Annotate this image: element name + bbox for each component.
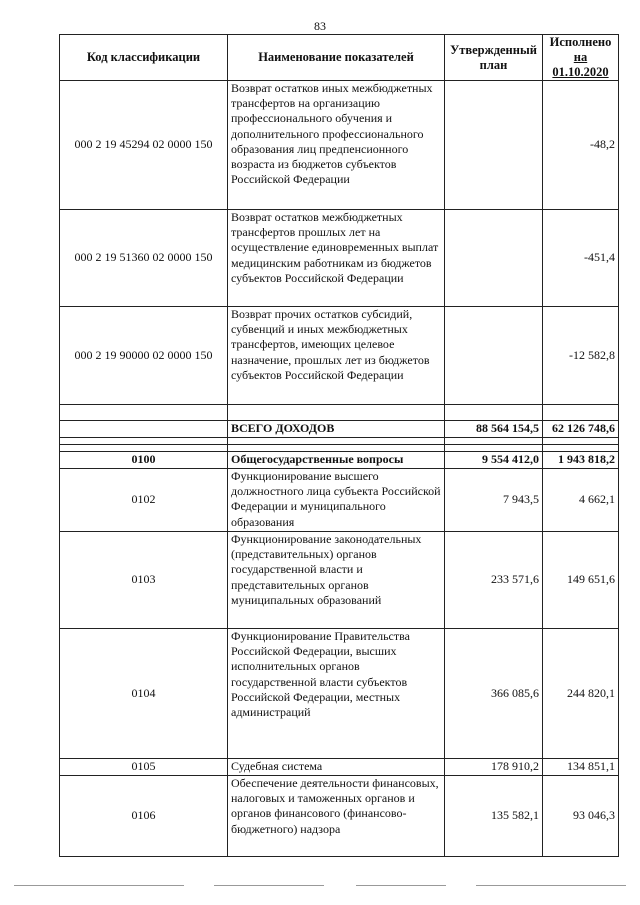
row-name: Функционирование Правительства Российской Федерации, высших исполнительных органов государственной власти субъектов Российской Федерации, местных администраций (228, 629, 445, 759)
table-row (60, 469, 619, 532)
table-row (60, 210, 619, 307)
header-name: Наименование показателей (228, 35, 445, 81)
spacer-row (60, 438, 619, 445)
header-done-line1: Исполнено (549, 35, 612, 49)
total-row (60, 421, 619, 438)
section-code: 0100 (60, 452, 228, 469)
section-row (60, 452, 619, 469)
row-plan (445, 210, 543, 307)
spacer-row (60, 445, 619, 452)
row-plan: 178 910,2 (445, 759, 543, 776)
row-name: Возврат прочих остатков субсидий, субвенций и иных межбюджетных трансфертов, имеющих целевое назначение, прошлых лет из бюджетов субъектов Российской Федерации (228, 307, 445, 405)
row-plan (445, 81, 543, 210)
row-code: 0104 (60, 629, 228, 759)
total-code (60, 421, 228, 438)
row-name: Обеспечение деятельности финансовых, налоговых и таможенных органов и органов финансового (финансово-бюджетного) надзора (228, 776, 445, 857)
table-row (60, 629, 619, 759)
table-row (60, 532, 619, 629)
header-done-line2: на 01.10.2020 (552, 50, 609, 79)
row-done: -12 582,8 (543, 307, 619, 405)
section-name: Общегосударственные вопросы (228, 452, 445, 469)
table-header-row (60, 35, 619, 81)
section-plan: 9 554 412,0 (445, 452, 543, 469)
row-done: 134 851,1 (543, 759, 619, 776)
row-done: -48,2 (543, 81, 619, 210)
footer-rule (476, 885, 626, 886)
row-code: 000 2 19 45294 02 0000 150 (60, 81, 228, 210)
row-name: Функционирование законодательных (представительных) органов государственной власти и представительных органов муниципальных образований (228, 532, 445, 629)
row-code: 0106 (60, 776, 228, 857)
table-row (60, 759, 619, 776)
row-code: 0103 (60, 532, 228, 629)
row-code: 0105 (60, 759, 228, 776)
footer-rule (356, 885, 446, 886)
header-done (543, 35, 619, 81)
row-plan: 366 085,6 (445, 629, 543, 759)
row-name: Возврат остатков иных межбюджетных трансфертов на организацию профессионального обучения и дополнительного профессионального образования лиц предпенсионного возраста из бюджетов субъектов Российской Федерации (228, 81, 445, 210)
footer-rule (14, 885, 184, 886)
row-name: Функционирование высшего должностного лица субъекта Российской Федерации и муниципального образования (228, 469, 445, 532)
row-done: -451,4 (543, 210, 619, 307)
row-done: 244 820,1 (543, 629, 619, 759)
row-done: 93 046,3 (543, 776, 619, 857)
header-plan-line2: план (479, 57, 508, 72)
row-code: 0102 (60, 469, 228, 532)
row-name: Судебная система (228, 759, 445, 776)
header-plan-line1: Утвержденный (450, 42, 537, 57)
spacer-row (60, 405, 619, 421)
row-done: 4 662,1 (543, 469, 619, 532)
total-done: 62 126 748,6 (543, 421, 619, 438)
row-plan (445, 307, 543, 405)
row-done: 149 651,6 (543, 532, 619, 629)
table-row (60, 776, 619, 857)
row-plan: 135 582,1 (445, 776, 543, 857)
row-name: Возврат остатков межбюджетных трансфертов прошлых лет на осуществление единовременных выплат медицинским работникам из бюджетов субъектов Российской Федерации (228, 210, 445, 307)
page-number: 83 (314, 19, 326, 33)
table-row (60, 307, 619, 405)
row-plan: 233 571,6 (445, 532, 543, 629)
section-done: 1 943 818,2 (543, 452, 619, 469)
header-plan (445, 35, 543, 81)
budget-table (59, 34, 619, 857)
row-plan: 7 943,5 (445, 469, 543, 532)
footer-rule (214, 885, 324, 886)
row-code: 000 2 19 51360 02 0000 150 (60, 210, 228, 307)
header-code: Код классификации (60, 35, 228, 81)
row-code: 000 2 19 90000 02 0000 150 (60, 307, 228, 405)
total-plan: 88 564 154,5 (445, 421, 543, 438)
total-name: ВСЕГО ДОХОДОВ (228, 421, 445, 438)
table-row (60, 81, 619, 210)
